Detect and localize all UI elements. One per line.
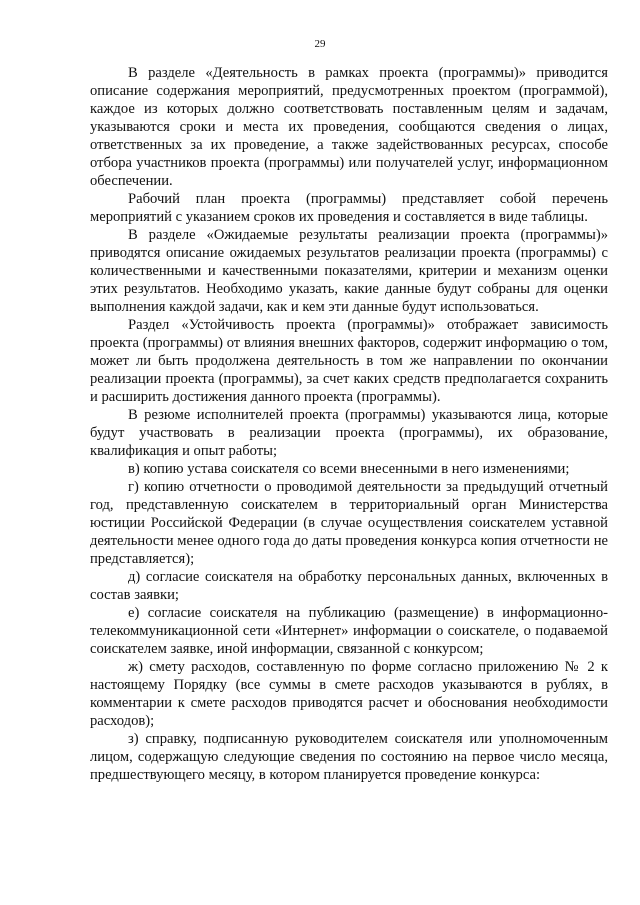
list-item-z: з) справку, подписанную руководителем соискателя или уполномоченным лицом, содержащую следующие сведения по состоянию на первое число месяца, предшествующего месяцу, в котором планируется проведение конкурса:: [90, 731, 608, 783]
document-body: [90, 64, 608, 784]
list-item-zh: ж) смету расходов, составленную по форме согласно приложению № 2 к настоящему Порядку (все суммы в смете расходов указываются в рублях, в комментарии к смете расходов приводятся расчет и обоснования необходимости расходов);: [90, 659, 608, 729]
paragraph-expected-results: В разделе «Ожидаемые результаты реализации проекта (программы)» приводятся описание ожидаемых результатов реализации проекта (программы) с количественными и качественными показателями, критерии и механизм оценки этих результатов. Необходимо указать, какие данные будут собраны для оценки выполнения каждой задачи, как и кем эти данные будут использоваться.: [90, 227, 608, 315]
paragraph-sustainability: Раздел «Устойчивость проекта (программы)» отображает зависимость проекта (программы) от влияния внешних факторов, содержит информацию о том, может ли быть продолжена деятельность в том же направлении по окончании реализации проекта (программы), за счет каких средств предполагается сохранить и расширить достижения данного проекта (программы).: [90, 317, 608, 405]
list-item-d: д) согласие соискателя на обработку персональных данных, включенных в состав заявки;: [90, 569, 608, 603]
list-item-g: г) копию отчетности о проводимой деятельности за предыдущий отчетный год, представленную соискателем в территориальный орган Министерства юстиции Российской Федерации (в случае осуществления соискателем уставной деятельности менее одного года до даты проведения конкурса копия отчетности не представляется);: [90, 479, 608, 567]
paragraph-resume: В резюме исполнителей проекта (программы) указываются лица, которые будут участвовать в реализации проекта (программы), их образование, квалификация и опыт работы;: [90, 407, 608, 459]
paragraph-work-plan: Рабочий план проекта (программы) представляет собой перечень мероприятий с указанием сроков их проведения и составляется в виде таблицы.: [90, 191, 608, 225]
list-item-v: в) копию устава соискателя со всеми внесенными в него изменениями;: [128, 461, 570, 477]
page-number: 29: [314, 38, 326, 50]
list-item-e: е) согласие соискателя на публикацию (размещение) в информационно-телекоммуникационной сети «Интернет» информации о соискателе, о подаваемой соискателем заявке, иной информации, связанной с конкурсом;: [90, 605, 608, 657]
paragraph-activities: В разделе «Деятельность в рамках проекта (программы)» приводится описание содержания мероприятий, предусмотренных проектом (программой), каждое из которых должно соответствовать поставленным целям и задачам, указываются сроки и места их проведения, сообщаются сведения о лицах, ответственных за их проведение, а также задействованных ресурсах, способе отбора участников проекта (программы) или получателей услуг, информационном обеспечении.: [90, 65, 608, 189]
